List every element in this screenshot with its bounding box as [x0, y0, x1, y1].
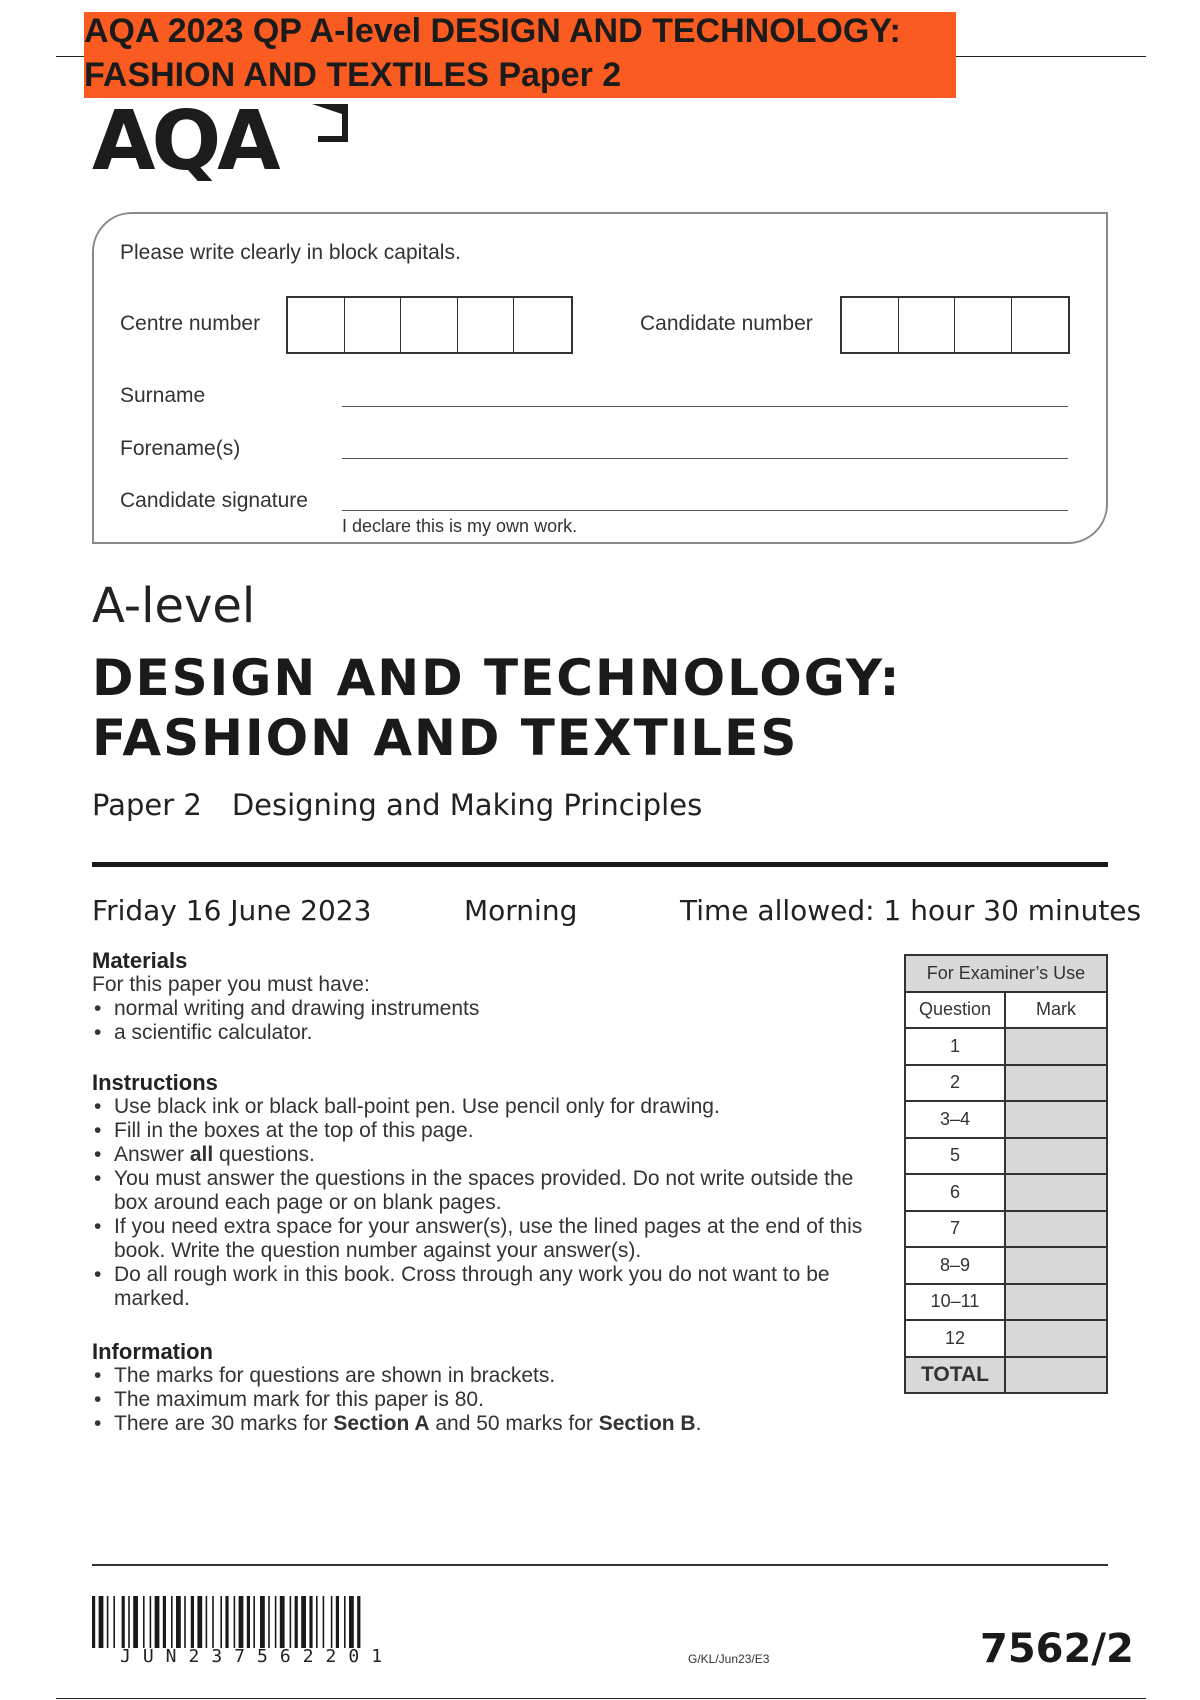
logo-text: AQA	[92, 94, 277, 189]
materials-list	[92, 997, 892, 1045]
list-item: • There are 30 marks for Section A and 50 marks for Section B.	[92, 1412, 892, 1436]
table-row	[905, 1101, 1107, 1138]
materials-heading: Materials	[92, 948, 188, 973]
list-item: • You must answer the questions in the spaces provided. Do not write outside the box around each page or on blank pages.	[92, 1167, 882, 1215]
question-number: 12	[905, 1320, 1005, 1357]
footer-rule	[92, 1564, 1108, 1566]
list-item: • The marks for questions are shown in brackets.	[92, 1364, 892, 1388]
examiner-use-heading: For Examiner’s Use	[905, 955, 1107, 992]
question-number: 1	[905, 1028, 1005, 1065]
question-number: 10–11	[905, 1284, 1005, 1321]
materials-intro: For this paper you must have:	[92, 973, 370, 996]
candidate-digit-box[interactable]	[955, 298, 1012, 352]
mark-cell[interactable]	[1005, 1174, 1107, 1211]
list-item: • Use black ink or black ball-point pen. Use pencil only for drawing.	[92, 1095, 882, 1119]
barcode	[92, 1596, 476, 1648]
centre-digit-box[interactable]	[345, 298, 402, 352]
candidate-number-boxes[interactable]	[840, 296, 1070, 354]
list-item: • Answer all questions.	[92, 1143, 882, 1167]
mark-cell[interactable]	[1005, 1101, 1107, 1138]
question-number: 6	[905, 1174, 1005, 1211]
paper-code: 7562/2	[980, 1626, 1134, 1672]
mark-cell[interactable]	[1005, 1028, 1107, 1065]
table-row	[905, 1028, 1107, 1065]
table-row	[905, 1357, 1107, 1394]
document-reference: G/KL/Jun23/E3	[688, 1652, 770, 1666]
exam-session: Morning	[464, 894, 578, 927]
signature-label: Candidate signature	[120, 489, 308, 512]
declaration-text: I declare this is my own work.	[342, 516, 578, 536]
banner-line-1: AQA 2023 QP A-level DESIGN AND TECHNOLOGY:	[84, 12, 901, 50]
paper-heading	[92, 788, 702, 822]
paper-number: Paper 2	[92, 788, 202, 822]
mark-cell[interactable]	[1005, 1284, 1107, 1321]
mark-cell[interactable]	[1005, 1065, 1107, 1102]
candidate-digit-box[interactable]	[1012, 298, 1069, 352]
question-column-header: Question	[905, 992, 1005, 1029]
forenames-field[interactable]	[342, 458, 1068, 459]
information-list	[92, 1364, 892, 1436]
subject-title-line-1: DESIGN AND TECHNOLOGY:	[92, 649, 902, 707]
table-row	[905, 1320, 1107, 1357]
list-item: • Do all rough work in this book. Cross through any work you do not want to be marked.	[92, 1263, 882, 1311]
question-number: 8–9	[905, 1247, 1005, 1284]
candidate-digit-box[interactable]	[899, 298, 956, 352]
title-rule	[92, 862, 1108, 867]
form-instruction: Please write clearly in block capitals.	[120, 241, 461, 264]
total-mark-cell[interactable]	[1005, 1357, 1107, 1394]
aqa-logo	[92, 94, 362, 189]
centre-number-label: Centre number	[120, 312, 261, 335]
question-number: 3–4	[905, 1101, 1005, 1138]
mark-cell[interactable]	[1005, 1247, 1107, 1284]
qualification-level: A-level	[92, 578, 256, 634]
question-number: 5	[905, 1138, 1005, 1175]
list-item: • If you need extra space for your answer(s), use the lined pages at the end of this book. Write the question number against your answer(s).	[92, 1215, 882, 1263]
instructions-heading: Instructions	[92, 1070, 218, 1095]
mark-cell[interactable]	[1005, 1320, 1107, 1357]
centre-digit-box[interactable]	[401, 298, 458, 352]
banner-line-2: FASHION AND TEXTILES Paper 2	[84, 56, 622, 94]
list-item: • a scientific calculator.	[92, 1021, 892, 1045]
logo-mark-icon	[298, 100, 358, 150]
surname-field[interactable]	[342, 406, 1068, 407]
total-label: TOTAL	[905, 1357, 1005, 1394]
signature-field[interactable]	[342, 510, 1068, 511]
table-row	[905, 1138, 1107, 1175]
paper-title: Designing and Making Principles	[231, 788, 703, 822]
table-row	[905, 1284, 1107, 1321]
time-allowed: Time allowed: 1 hour 30 minutes	[680, 894, 1142, 927]
subject-title-line-2: FASHION AND TEXTILES	[92, 709, 799, 767]
centre-number-boxes[interactable]	[286, 296, 573, 354]
examiner-use-table	[904, 954, 1108, 1394]
instructions-list	[92, 1095, 882, 1311]
question-number: 2	[905, 1065, 1005, 1102]
bottom-rule	[56, 1698, 1146, 1699]
candidate-digit-box[interactable]	[842, 298, 899, 352]
centre-digit-box[interactable]	[458, 298, 515, 352]
centre-digit-box[interactable]	[288, 298, 345, 352]
list-item: • normal writing and drawing instruments	[92, 997, 892, 1021]
table-row	[905, 1247, 1107, 1284]
surname-label: Surname	[120, 384, 206, 407]
table-row	[905, 1065, 1107, 1102]
barcode-text: JUN237562201	[120, 1646, 395, 1667]
table-row	[905, 1211, 1107, 1248]
candidate-number-label: Candidate number	[640, 312, 813, 335]
subject-title	[92, 648, 902, 768]
information-heading: Information	[92, 1339, 213, 1364]
centre-digit-box[interactable]	[514, 298, 571, 352]
forenames-label: Forename(s)	[120, 437, 241, 460]
mark-column-header: Mark	[1005, 992, 1107, 1029]
table-row	[905, 1174, 1107, 1211]
mark-cell[interactable]	[1005, 1211, 1107, 1248]
list-item: • The maximum mark for this paper is 80.	[92, 1388, 892, 1412]
exam-date: Friday 16 June 2023	[92, 894, 372, 927]
question-number: 7	[905, 1211, 1005, 1248]
list-item: • Fill in the boxes at the top of this page.	[92, 1119, 882, 1143]
mark-cell[interactable]	[1005, 1138, 1107, 1175]
